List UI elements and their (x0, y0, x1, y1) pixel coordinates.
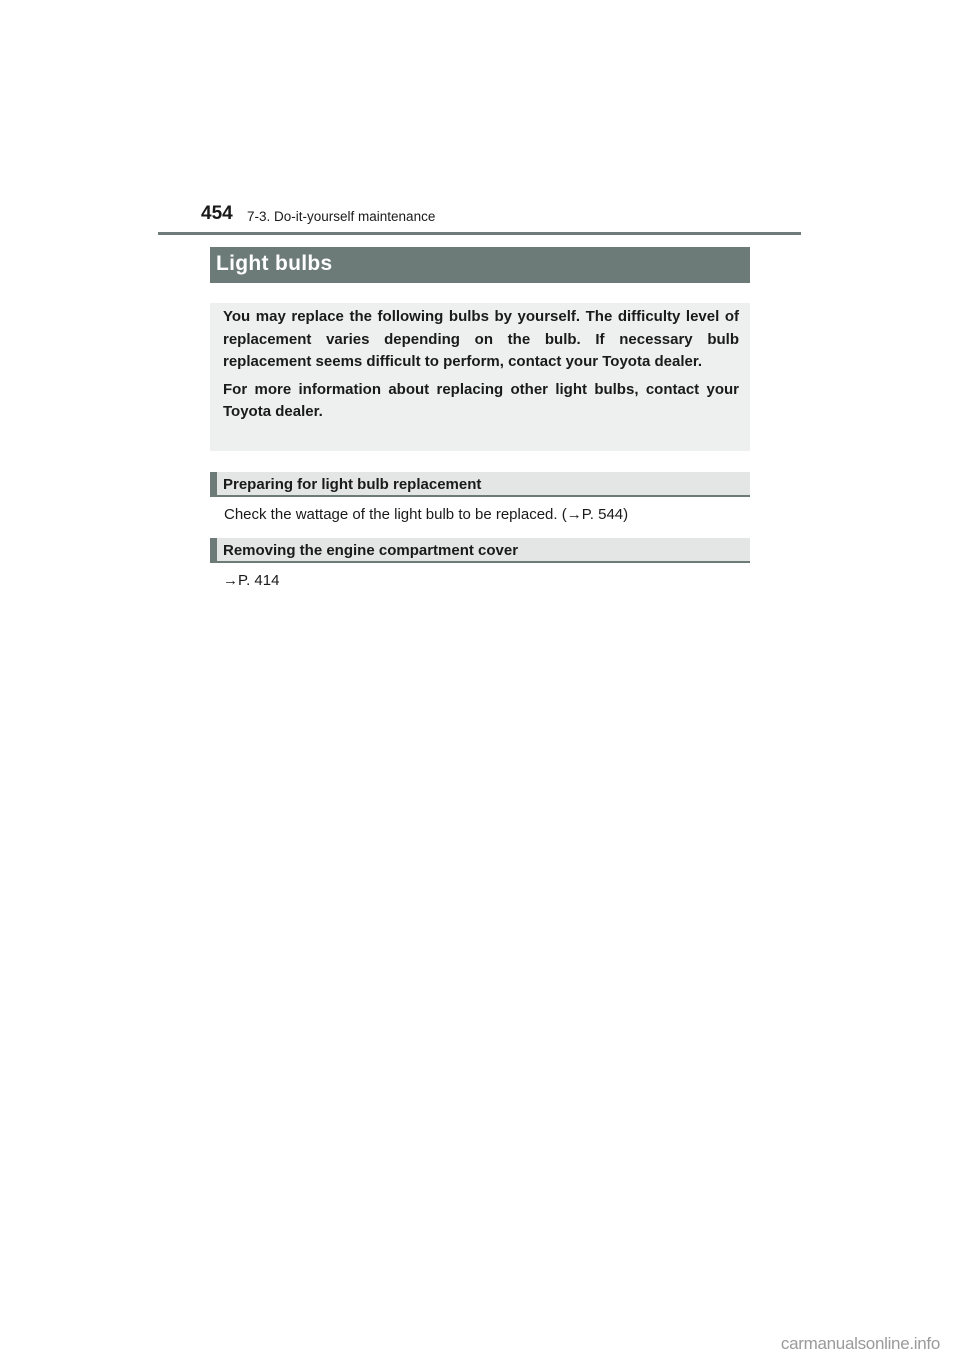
engine-cover-link[interactable]: →P. 414 (223, 572, 280, 589)
page-title: Light bulbs (216, 252, 333, 275)
title-bar (210, 247, 750, 283)
section-reference: 7-3. Do-it-yourself maintenance (247, 209, 436, 224)
page-number: 454 (201, 203, 233, 224)
watermark: carmanualsonline.info (780, 1334, 940, 1353)
subheading-label: Preparing for light bulb replacement (223, 476, 482, 493)
intro-box (210, 303, 750, 451)
intro-paragraph: You may replace the following bulbs by yourself. The difficulty level of replacement varies depending on the bulb. If necessary bulb replacement seems difficult to perform, contact your Toyota dealer. (223, 308, 739, 370)
header-divider (158, 232, 801, 235)
subheading-preparing (210, 472, 750, 497)
subheading-engine-cover (210, 538, 750, 563)
preparing-text: Check the wattage of the light bulb to be replaced. (→P. 544) (224, 506, 629, 523)
subheading-label: Removing the engine compartment cover (223, 542, 519, 559)
intro-paragraph: For more information about replacing other light bulbs, contact your Toyota dealer. (223, 380, 739, 420)
